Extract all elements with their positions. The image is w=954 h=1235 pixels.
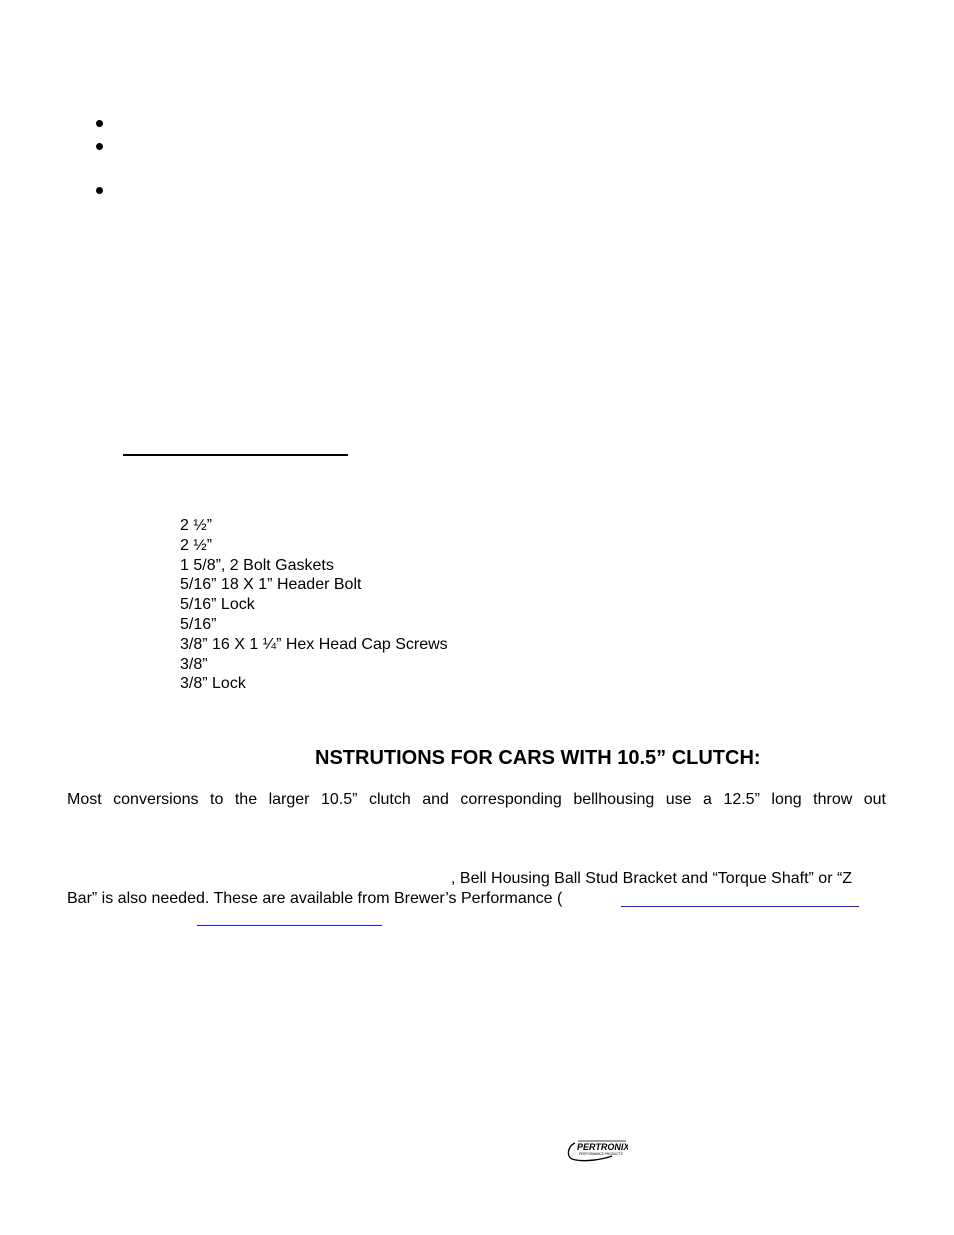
underline-rule: [123, 454, 348, 456]
paragraph-line: , Bell Housing Ball Stud Bracket and “Torque Shaft” or “Z: [451, 870, 853, 887]
hyperlink-underline[interactable]: [197, 925, 382, 926]
parts-list-item: 2 ½”: [180, 536, 213, 554]
parts-list-item: 1 5/8”, 2 Bolt Gaskets: [180, 556, 334, 574]
parts-list-item: 3/8” Lock: [180, 675, 246, 693]
parts-list-item: 5/16” 18 X 1” Header Bolt: [180, 576, 362, 594]
paragraph-line: Bar” is also needed. These are available from Brewer’s Performance (: [67, 890, 563, 907]
logo-subtext: PERFORMANCE PRODUCTS: [579, 1152, 623, 1156]
logo-wordmark: PERTRONIX: [577, 1142, 628, 1152]
paragraph-line: Most conversions to the larger 10.5” clutch and corresponding bellhousing use a 12.5” long throw out: [67, 791, 886, 808]
parts-list-item: 5/16”: [180, 615, 217, 633]
parts-list: [180, 516, 448, 694]
parts-list-item: 5/16” Lock: [180, 596, 255, 614]
hyperlink-underline[interactable]: [621, 906, 859, 907]
section-heading: NSTRUTIONS FOR CARS WITH 10.5” CLUTCH:: [315, 747, 761, 769]
bullet-marker: [96, 143, 103, 150]
pertronix-logo: [566, 1138, 628, 1164]
parts-list-item: 3/8” 16 X 1 ¼” Hex Head Cap Screws: [180, 635, 448, 653]
parts-list-item: 3/8”: [180, 655, 208, 673]
parts-list-item: 2 ½”: [180, 517, 213, 534]
bullet-marker: [96, 120, 103, 127]
bullet-marker: [96, 187, 103, 194]
